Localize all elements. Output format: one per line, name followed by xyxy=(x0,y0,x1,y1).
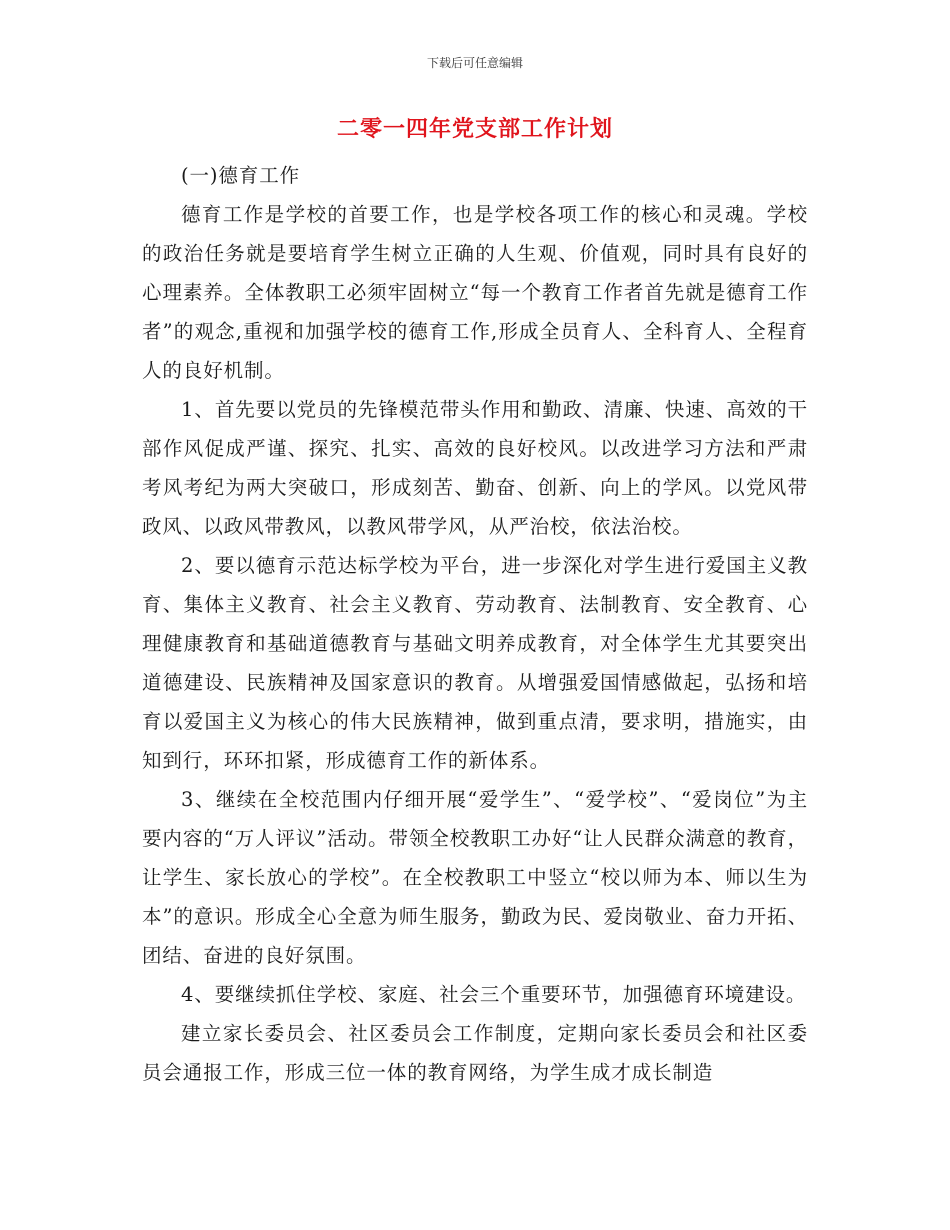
paragraph: 4、要继续抓住学校、家庭、社会三个重要环节，加强德育环境建设。 xyxy=(181,983,807,1006)
header-note: 下载后可任意编辑 xyxy=(426,56,523,70)
document-body xyxy=(142,156,808,1092)
paragraph: 德育工作是学校的首要工作，也是学校各项工作的核心和灵魂。学校的政治任务就是要培育学生树立正确的人生观、价值观，同时具有良好的心理素养。全体教职工必须牢固树立“每一个教育工作者首先就是德育工作者”的观念,重视和加强学校的德育工作,形成全员育人、全科育人、全程育人的良好机制。 xyxy=(142,203,808,382)
section-heading: (一)德育工作 xyxy=(181,164,301,187)
paragraph: 2、要以德育示范达标学校为平台，进一步深化对学生进行爱国主义教育、集体主义教育、社会主义教育、劳动教育、法制教育、安全教育、心理健康教育和基础道德教育与基础文明养成教育，对全体学生尤其要突出道德建设、民族精神及国家意识的教育。从增强爱国情感做起，弘扬和培育以爱国主义为核心的伟大民族精神，做到重点清，要求明，措施实，由知到行，环环扣紧，形成德育工作的新体系。 xyxy=(142,554,808,772)
paragraph: 1、首先要以党员的先锋模范带头作用和勤政、清廉、快速、高效的干部作风促成严谨、探究、扎实、高效的良好校风。以改进学习方法和严肃考风考纪为两大突破口，形成刻苦、勤奋、创新、向上的学风。以党风带政风、以政风带教风，以教风带学风，从严治校，依法治校。 xyxy=(142,398,808,538)
paragraph: 3、继续在全校范围内仔细开展“爱学生”、“爱学校”、“爱岗位”为主要内容的“万人评议”活动。带领全校教职工办好“让人民群众满意的教育，让学生、家长放心的学校”。在全校教职工中竖立“校以师为本、师以生为本”的意识。形成全心全意为师生服务，勤政为民、爱岗敬业、奋力开拓、团结、奋进的良好氛围。 xyxy=(142,788,808,967)
document-title: 二零一四年党支部工作计划 xyxy=(336,117,613,142)
paragraph: 建立家长委员会、社区委员会工作制度，定期向家长委员会和社区委员会通报工作，形成三位一体的教育网络，为学生成才成长制造 xyxy=(142,1022,808,1084)
